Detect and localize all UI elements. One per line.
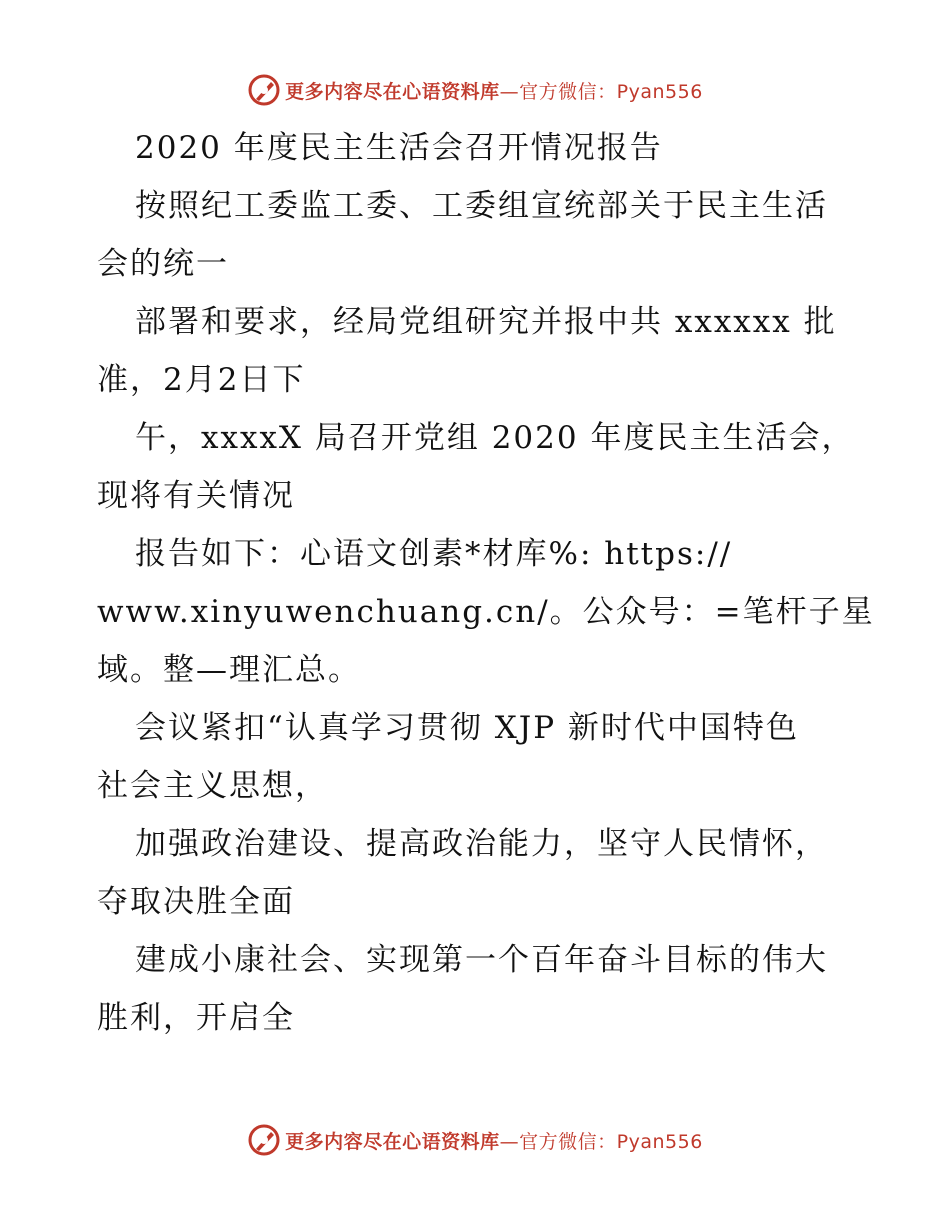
footer-site-text: 更多内容尽在心语资料库 [285, 1130, 500, 1153]
document-line: 会议紧扣“认真学习贯彻 XJP 新时代中国特色 [135, 710, 799, 746]
document-line: 域。整—理汇总。 [97, 652, 361, 688]
document-line: 胜利，开启全 [97, 1000, 295, 1036]
document-line: 按照纪工委监工委、工委组宣统部关于民主生活 [135, 188, 828, 224]
document-line: 部署和要求，经局党组研究并报中共 xxxxxx 批 [135, 304, 837, 340]
document-line: 加强政治建设、提高政治能力，坚守人民情怀， [135, 826, 828, 862]
document-line: 夺取决胜全面 [97, 884, 295, 920]
document-line: 准，2月2日下 [97, 362, 306, 398]
header-separator: — [499, 80, 520, 103]
document-line: 会的统一 [97, 246, 229, 282]
footer-contact-text: 官方微信：Pyan556 [519, 1130, 703, 1153]
header-text [285, 77, 703, 104]
document-line: 建成小康社会、实现第一个百年奋斗目标的伟大 [135, 942, 828, 978]
footer-separator: — [499, 1130, 520, 1153]
pen-logo-icon [247, 73, 281, 107]
header-site-text: 更多内容尽在心语资料库 [285, 80, 500, 103]
footer-text [285, 1127, 703, 1154]
header-banner [0, 70, 950, 110]
document-line: 午，xxxxX 局召开党组 2020 年度民主生活会， [135, 420, 855, 456]
document-title: 2020 年度民主生活会召开情况报告 [135, 130, 663, 166]
document-line: 社会主义思想， [97, 768, 328, 804]
document-line: 现将有关情况 [97, 478, 295, 514]
header-contact-text: 官方微信：Pyan556 [519, 80, 703, 103]
pen-logo-icon [247, 1123, 281, 1157]
document-line: www.xinyuwenchuang.cn/。公众号：=笔杆子星 [97, 594, 875, 630]
footer-banner [0, 1120, 950, 1160]
document-line: 报告如下：心语文创素*材库%: https:// [135, 536, 733, 572]
